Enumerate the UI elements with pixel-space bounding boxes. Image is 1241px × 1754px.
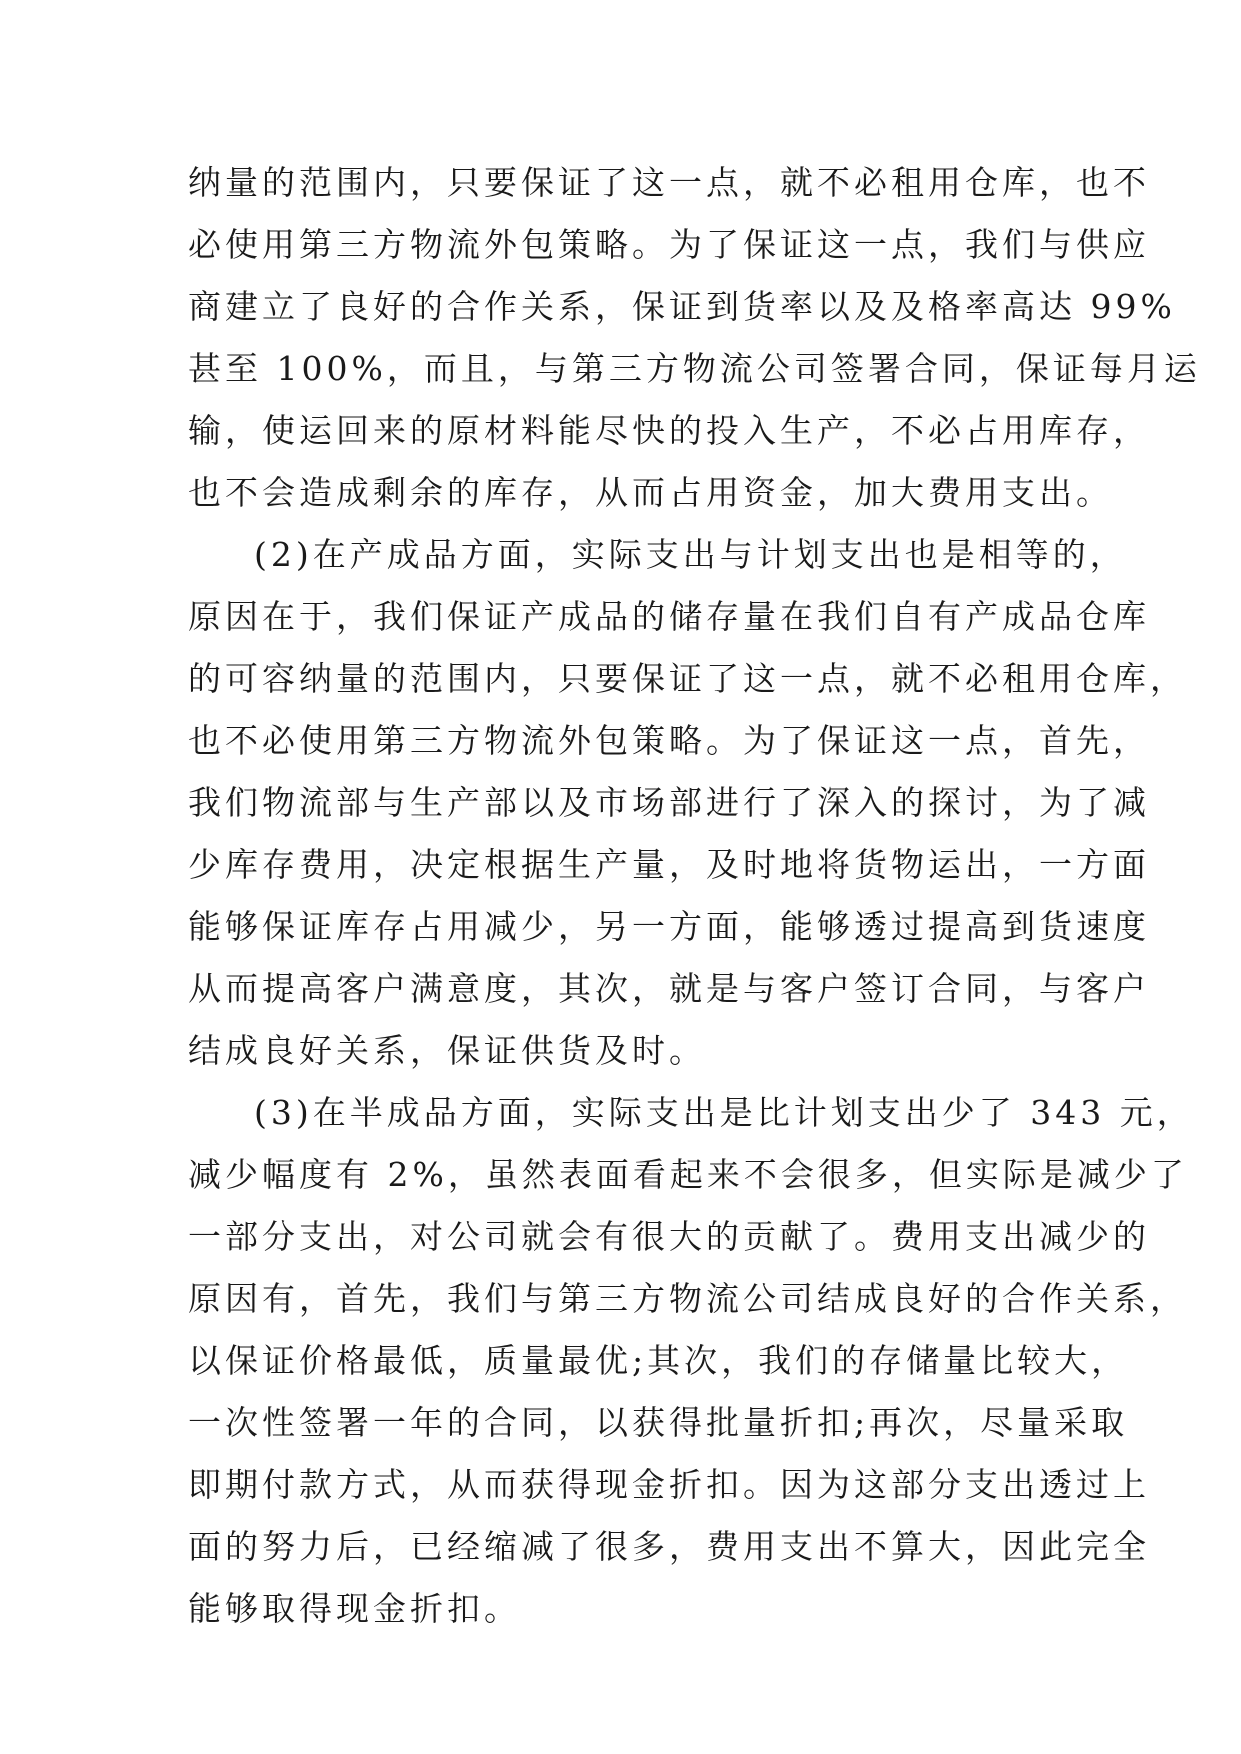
text-line: 输，使运回来的原材料能尽快的投入生产，不必占用库存， [188,411,1150,450]
text-line: 我们物流部与生产部以及市场部进行了深入的探讨，为了减 [188,783,1150,822]
text-line: 少库存费用，决定根据生产量，及时地将货物运出，一方面 [188,845,1150,884]
text-line: 面的努力后，已经缩减了很多，费用支出不算大，因此完全 [188,1527,1150,1566]
text-line: 商建立了良好的合作关系，保证到货率以及及格率高达 99% [188,287,1176,326]
text-line: 能够取得现金折扣。 [188,1589,521,1628]
text-line: 甚至 100%，而且，与第三方物流公司签署合同，保证每月运 [188,349,1201,388]
text-line: 也不会造成剩余的库存，从而占用资金，加大费用支出。 [188,473,1113,512]
text-line: 必使用第三方物流外包策略。为了保证这一点，我们与供应 [188,225,1150,264]
text-line: 能够保证库存占用减少，另一方面，能够透过提高到货速度 [188,907,1150,946]
paragraph-start-line: (3)在半成品方面，实际支出是比计划支出少了 343 元， [254,1093,1194,1132]
text-line: 纳量的范围内，只要保证了这一点，就不必租用仓库，也不 [188,163,1150,202]
text-line: 一次性签署一年的合同，以获得批量折扣;再次，尽量采取 [188,1403,1129,1442]
text-line: 减少幅度有 2%，虽然表面看起来不会很多，但实际是减少了 [188,1155,1188,1194]
text-line: 从而提高客户满意度，其次，就是与客户签订合同，与客户 [188,969,1150,1008]
text-line: 的可容纳量的范围内，只要保证了这一点，就不必租用仓库， [188,659,1187,698]
paragraph-start-line: (2)在产成品方面，实际支出与计划支出也是相等的， [254,535,1127,574]
text-line: 也不必使用第三方物流外包策略。为了保证这一点，首先， [188,721,1150,760]
text-line: 即期付款方式，从而获得现金折扣。因为这部分支出透过上 [188,1465,1150,1504]
text-line: 结成良好关系，保证供货及时。 [188,1031,706,1070]
text-line: 以保证价格最低，质量最优;其次，我们的存储量比较大， [188,1341,1129,1380]
text-line: 原因在于，我们保证产成品的储存量在我们自有产成品仓库 [188,597,1150,636]
text-line: 原因有，首先，我们与第三方物流公司结成良好的合作关系， [188,1279,1187,1318]
body-text [188,152,1201,1640]
text-line: 一部分支出，对公司就会有很大的贡献了。费用支出减少的 [188,1217,1150,1256]
